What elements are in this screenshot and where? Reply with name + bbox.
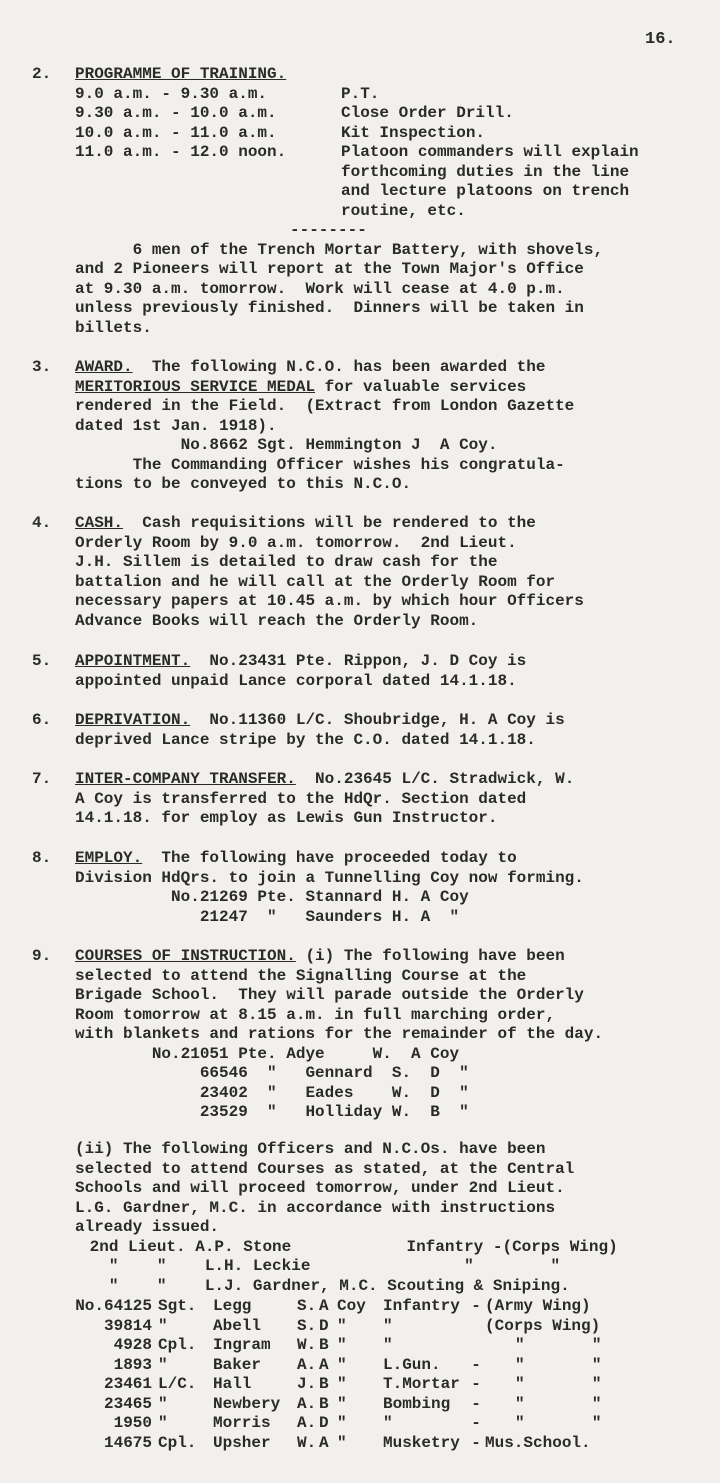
paragraph-line: necessary papers at 10.45 a.m. by which hour Officers (75, 592, 584, 610)
schedule-row: 9.0 a.m. - 9.30 a.m. P.T. (75, 84, 380, 103)
table-row: No.64125 Sgt. Legg S. A Coy Infantry - (Army Wing) (75, 1297, 591, 1315)
paragraph-line: selected to attend the Signalling Course at the (75, 966, 527, 985)
paragraph-line: with blankets and rations for the remainder of the day. (75, 1025, 604, 1043)
paragraph-line: The following N.C.O. has been awarded the (132, 358, 546, 376)
paragraph-line: 6 men of the Trench Mortar Battery, with shovels, (75, 240, 604, 259)
officer-row: 2nd Lieut. A.P. Stone Infantry -(Corps Wing) (32, 1237, 618, 1256)
paragraph-line: battalion and he will call at the Orderly Room for (75, 572, 556, 591)
nco-courses-table (70, 1297, 601, 1453)
paragraph-line: J.H. Sillem is detailed to draw cash for the (75, 553, 498, 571)
section-title: PROGRAMME OF TRAINING. (75, 65, 287, 83)
table-row: 1950 " Morris A. D " " - " " (113, 1414, 602, 1432)
nco-courses-table-wrap (70, 1297, 720, 1453)
paragraph-line: deprived Lance stripe by the C.O. dated 14.1.18. (75, 730, 536, 749)
schedule-row: 9.30 a.m. - 10.0 a.m. Close Order Drill. (75, 104, 514, 122)
section-number: 3. (32, 358, 52, 376)
schedule-row: 11.0 a.m. - 12.0 noon. Platoon commanders will explain (75, 143, 639, 161)
section-number: 6. (32, 711, 52, 729)
training-schedule (75, 85, 639, 222)
paragraph-line: Schools and will proceed tomorrow, under 2nd Lieut. (75, 1179, 565, 1197)
section-number: 7. (32, 770, 52, 788)
paragraph-line: Cash requisitions will be rendered to the (123, 514, 536, 532)
paragraph-line: and 2 Pioneers will report at the Town Major's Office (75, 260, 584, 278)
table-row: 14675 Cpl. Upsher W. A " Musketry - Mus.School. (103, 1433, 591, 1452)
paragraph-line: Advance Books will reach the Orderly Room. (75, 611, 479, 630)
medal-name: MERITORIOUS SERVICE MEDAL (75, 377, 316, 396)
section-number: 9. (32, 947, 52, 965)
paragraph-line: Room tomorrow at 8.15 a.m. in full marching order, (75, 1005, 556, 1024)
paragraph-line: selected to attend Courses as stated, at the Central (75, 1159, 575, 1178)
paragraph-line: Orderly Room by 9.0 a.m. tomorrow. 2nd Lieut. (75, 533, 517, 552)
paragraph-line: Brigade School. They will parade outside the Orderly (75, 986, 584, 1004)
table-row: 4928 Cpl. Ingram W. B " " " " (113, 1336, 602, 1354)
paragraph-line: 21247 " Saunders H. A " (75, 907, 460, 926)
table-row: 39814 " Abell S. D " " (Corps Wing) (103, 1316, 601, 1335)
paragraph-line: tions to be conveyed to this N.C.O. (75, 475, 412, 493)
paragraph-line: A Coy is transferred to the HdQr. Section dated (75, 789, 527, 808)
paragraph-line: 14.1.18. for employ as Lewis Gun Instructor. (75, 809, 498, 827)
table-row: 1893 " Baker A. A " L.Gun. - " " (113, 1355, 602, 1374)
paragraph-line: Division HdQrs. to join a Tunnelling Coy now forming. (75, 868, 584, 887)
paragraph-line: appointed unpaid Lance corporal dated 14.1.18. (75, 671, 517, 690)
section-number: 4. (32, 514, 52, 532)
section-number: 5. (32, 652, 52, 670)
officer-row: " " L.H. Leckie " " (32, 1257, 561, 1275)
section-title: AWARD. (75, 358, 133, 376)
section-title: CASH. (75, 514, 124, 532)
signalling-list-row: 23402 " Eades W. D " (75, 1083, 469, 1102)
page-number: 16. (645, 30, 676, 49)
officer-row: " " L.J. Gardner, M.C. Scouting & Sniping. (32, 1276, 570, 1295)
paragraph-line: unless previously finished. Dinners will be taken in (75, 299, 584, 317)
schedule-continuation: and lecture platoons on trench (341, 182, 630, 200)
section-title: DEPRIVATION. (75, 711, 191, 729)
paragraph-line: No.23645 L/C. Stradwick, W. (295, 770, 575, 788)
signalling-list-row: 66546 " Gennard S. D " (75, 1064, 469, 1082)
schedule-continuation: forthcoming duties in the line (341, 162, 630, 181)
paragraph-line: at 9.30 a.m. tomorrow. Work will cease at 4.0 p.m. (75, 279, 565, 298)
section-title: COURSES OF INSTRUCTION. (75, 947, 296, 965)
paragraph-line: L.G. Gardner, M.C. in accordance with instructions (75, 1198, 556, 1217)
section-title: INTER-COMPANY TRANSFER. (75, 770, 296, 788)
schedule-row: 10.0 a.m. - 11.0 a.m. Kit Inspection. (75, 123, 486, 142)
signalling-list-row: 23529 " Holliday W. B " (75, 1103, 469, 1121)
paragraph-line: No.8662 Sgt. Hemmington J A Coy. (75, 436, 498, 454)
schedule-continuation: routine, etc. (341, 201, 466, 220)
paragraph-line: (i) The following have been (295, 947, 565, 965)
paragraph-line: No.11360 L/C. Shoubridge, H. A Coy is (190, 711, 565, 729)
table-row: 23461 L/C. Hall J. B " T.Mortar - " " (103, 1375, 602, 1393)
paragraph-line: dated 1st Jan. 1918). (75, 416, 277, 435)
section-number: 2. (32, 65, 52, 83)
paragraph-line: already issued. (75, 1218, 220, 1236)
paragraph-line: (ii) The following Officers and N.C.Os. have been (75, 1140, 546, 1158)
section-title: APPOINTMENT. (75, 652, 191, 670)
paragraph-line: rendered in the Field. (Extract from London Gazette (75, 397, 575, 415)
signalling-list-row: No.21051 Pte. Adye W. A Coy (75, 1044, 460, 1063)
paragraph-line: for valuable services (315, 377, 527, 396)
divider-dashes: -------- (290, 221, 367, 239)
paragraph-line: No.23431 Pte. Rippon, J. D Coy is (190, 652, 527, 670)
section-number: 8. (32, 849, 52, 867)
paragraph-line: The Commanding Officer wishes his congratula- (75, 455, 565, 474)
section-title: EMPLOY. (75, 849, 143, 867)
table-row: 23465 " Newbery A. B " Bombing - " " (103, 1394, 602, 1413)
paragraph-line: billets. (75, 318, 152, 337)
paragraph-line: No.21269 Pte. Stannard H. A Coy (75, 888, 469, 906)
paragraph-line: The following have proceeded today to (142, 849, 517, 867)
